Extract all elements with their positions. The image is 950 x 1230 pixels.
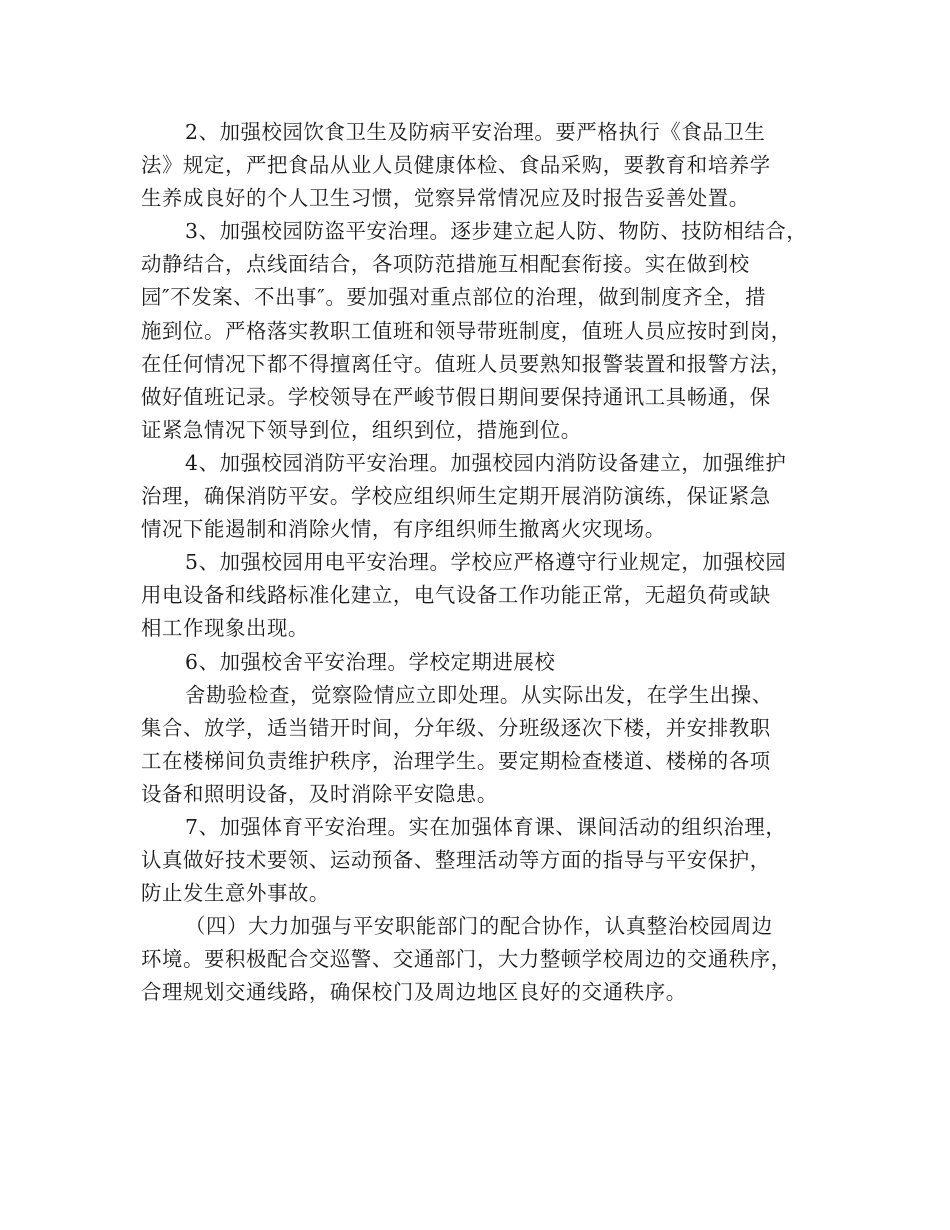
- text-line: 法》规定，严把食品从业人员健康体检、食品采购，要教育和培养学: [141, 153, 771, 178]
- text-line: 证紧急情况下领导到位，组织到位，措施到位。: [141, 417, 582, 442]
- text-line: 防止发生意外事故。: [141, 881, 330, 906]
- text-line: 2、加强校园饮食卫生及防病平安治理。要严格执行《食品卫生: [185, 120, 766, 144]
- text-line: 6、加强校舍平安治理。学校定期进展校: [185, 649, 556, 674]
- text-line: 园″不发案、不出事″。要加强对重点部位的治理，做到制度齐全，措: [141, 285, 767, 310]
- text-line: 集合、放学，适当错开时间，分年级、分班级逐次下楼，并安排教职: [141, 715, 771, 740]
- text-line: 在任何情况下都不得擅离任守。值班人员要熟知报警装置和报警方法，: [141, 351, 792, 376]
- text-line: 用电设备和线路标准化建立，电气设备工作功能正常，无超负荷或缺: [141, 583, 771, 608]
- text-line: 相工作现象出现。: [141, 616, 309, 641]
- text-line: 3、加强校园防盗平安治理。逐步建立起人防、物防、技防相结合，: [185, 219, 808, 244]
- text-line: 认真做好技术要领、运动预备、整理活动等方面的指导与平安保护，: [141, 848, 771, 873]
- text-line: 合理规划交通线路，确保校门及周边地区良好的交通秩序。: [141, 980, 687, 1005]
- document-body: [141, 116, 821, 1010]
- text-line: 施到位。严格落实教职工值班和领导带班制度，值班人员应按时到岗，: [141, 318, 792, 343]
- text-line: 生养成良好的个人卫生习惯，觉察异常情况应及时报告妥善处置。: [141, 186, 750, 211]
- text-line: （四）大力加强与平安职能部门的配合协作，认真整治校园周边: [185, 914, 773, 939]
- text-line: 环境。要积极配合交巡警、交通部门，大力整顿学校周边的交通秩序，: [141, 947, 792, 972]
- text-line: 情况下能遏制和消除火情，有序组织师生撤离火灾现场。: [141, 517, 666, 542]
- text-line: 5、加强校园用电平安治理。学校应严格遵守行业规定，加强校园: [185, 550, 787, 575]
- text-line: 工在楼梯间负责维护秩序，治理学生。要定期检查楼道、楼梯的各项: [141, 748, 771, 773]
- text-line: 做好值班记录。学校领导在严峻节假日期间要保持通讯工具畅通，保: [141, 384, 771, 409]
- text-line: 7、加强体育平安治理。实在加强体育课、课间活动的组织治理，: [185, 814, 787, 839]
- text-line: 设备和照明设备，及时消除平安隐患。: [141, 781, 498, 806]
- text-line: 治理，确保消防平安。学校应组织师生定期开展消防演练，保证紧急: [141, 484, 771, 509]
- text-line: 舍勘验检查，觉察险情应立即处理。从实际出发，在学生出操、: [185, 682, 773, 707]
- text-line: 动静结合，点线面结合，各项防范措施互相配套衔接。实在做到校: [141, 252, 750, 277]
- text-line: 4、加强校园消防平安治理。加强校园内消防设备建立，加强维护: [185, 450, 787, 475]
